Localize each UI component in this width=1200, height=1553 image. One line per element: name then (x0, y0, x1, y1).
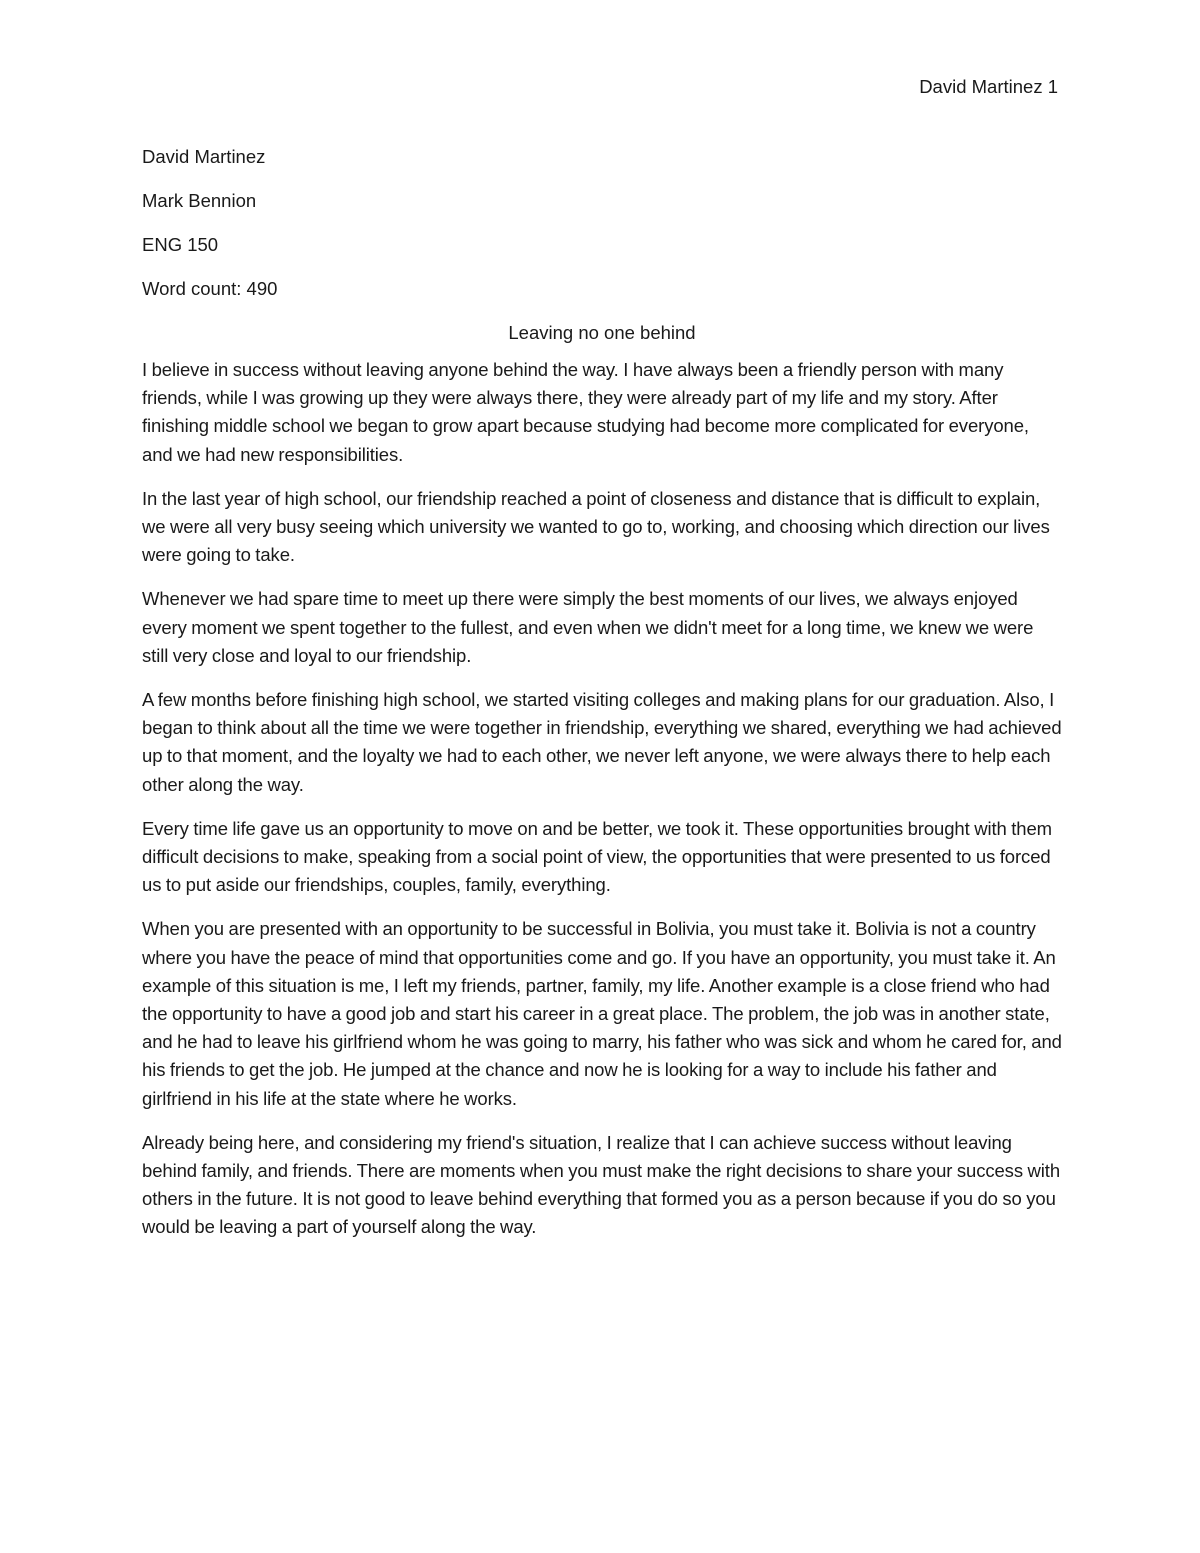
paragraph: Already being here, and considering my friend's situation, I realize that I can achieve success without leaving behind family, and friends. There are moments when you must make the right decisions to share your success with others in the future. It is not good to leave behind everything that formed you as a person because if you do so you would be leaving a part of yourself along the way. (142, 1131, 1061, 1238)
essay-title: Leaving no one behind (508, 322, 696, 343)
paragraph: In the last year of high school, our friendship reached a point of closeness and distance that is difficult to explain, we were all very busy seeing which university we wanted to go to, working, and choosing which direction our lives were going to take. (142, 487, 1050, 566)
paragraph: Whenever we had spare time to meet up there were simply the best moments of our lives, we always enjoyed every moment we spent together to the fullest, and even when we didn't meet for a long time, we knew we were still very close and loyal to our friendship. (142, 588, 1034, 666)
author-name: David Martinez (142, 146, 266, 167)
document-body (142, 146, 1062, 1258)
paragraph: I believe in success without leaving anyone behind the way. I have always been a friendly person with many friends, while I was growing up they were always there, they were already part of my life and my story. After finishing middle school we began to grow apart because studying had become more complicated for everyone, and we had new responsibilities. (142, 359, 1029, 465)
paragraph: A few months before finishing high school, we started visiting colleges and making plans for our graduation. Also, I began to think about all the time we were together in friendship, everything we shared, everything we had achieved up to that moment, and the loyalty we had to each other, we never left anyone, we were always there to help each other along the way. (142, 689, 1062, 795)
paragraph: Every time life gave us an opportunity to move on and be better, we took it. These opportunities brought with them difficult decisions to make, speaking from a social point of view, the opportunities that were presented to us forced us to put aside our friendships, couples, family, everything. (142, 817, 1052, 896)
paragraph: When you are presented with an opportunity to be successful in Bolivia, you must take it. Bolivia is not a country where you have the peace of mind that opportunities come and go. If you have an opportunity, you must take it. An example of this situation is me, I left my friends, partner, family, my life. Another example is a close friend who had the opportunity to have a good job and start his career in a great place. The problem, the job was in another state, and he had to leave his girlfriend whom he was going to marry, his father who was sick and whom he cared for, and his friends to get the job. He jumped at the chance and now he is looking for a way to include his father and girlfriend in his life at the state where he works. (142, 918, 1062, 1109)
course-name: ENG 150 (142, 234, 219, 255)
running-header: David Martinez 1 (919, 76, 1058, 97)
word-count: Word count: 490 (142, 278, 278, 299)
instructor-name: Mark Bennion (142, 190, 257, 211)
